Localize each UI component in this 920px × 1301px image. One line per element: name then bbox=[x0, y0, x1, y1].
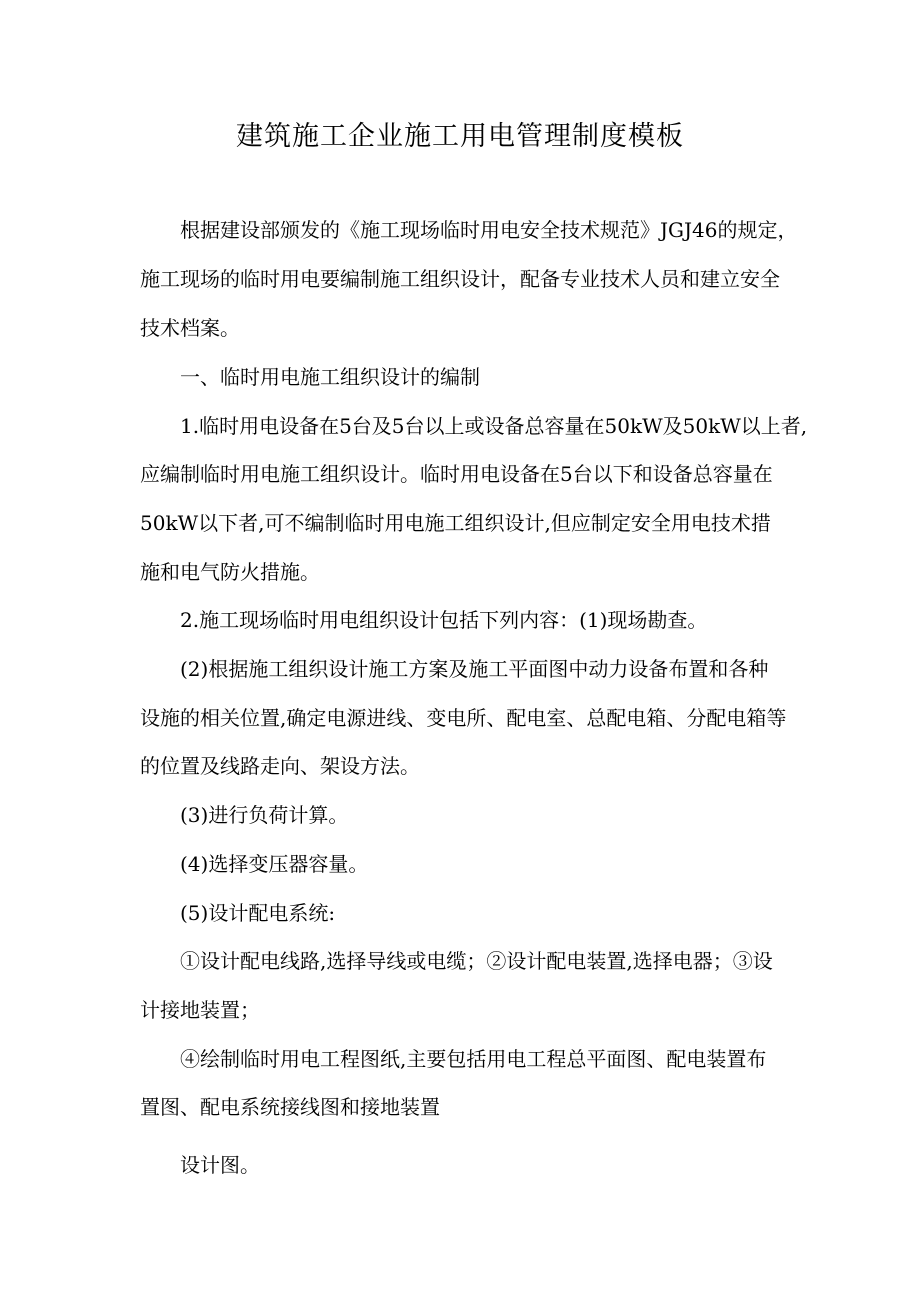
paragraph-line: 2.施工现场临时用电组织设计包括下列内容：(1)现场勘查。 bbox=[180, 608, 708, 632]
paragraph-line: (3)进行负荷计算。 bbox=[180, 803, 349, 827]
document-title: 建筑施工企业施工用电管理制度模板 bbox=[236, 121, 684, 152]
paragraph-line: 施和电气防火措施。 bbox=[140, 560, 320, 584]
paragraph-line: 计接地装置； bbox=[140, 998, 260, 1022]
paragraph-line: (5)设计配电系统: bbox=[180, 901, 336, 925]
paragraph-line: 施工现场的临时用电要编制施工组织设计，配备专业技术人员和建立安全 bbox=[140, 267, 780, 291]
paragraph-line: (4)选择变压器容量。 bbox=[180, 852, 369, 876]
section-heading: 一、临时用电施工组织设计的编制 bbox=[180, 365, 480, 389]
paragraph-line: ①设计配电线路,选择导线或电缆；②设计配电装置,选择电器；③设 bbox=[180, 949, 773, 973]
paragraph-line: 技术档案。 bbox=[140, 316, 240, 340]
paragraph-line: 根据建设部颁发的《施工现场临时用电安全技术规范》JGJ46的规定， bbox=[180, 218, 798, 242]
paragraph-line: 设计图。 bbox=[180, 1153, 260, 1177]
paragraph-line: 50kW以下者,可不编制临时用电施工组织设计,但应制定安全用电技术措 bbox=[140, 511, 771, 535]
paragraph-line: 的位置及线路走向、架设方法。 bbox=[140, 754, 420, 778]
paragraph-line: 设施的相关位置,确定电源进线、变电所、配电室、总配电箱、分配电箱等 bbox=[140, 706, 787, 730]
paragraph-line: 置图、配电系统接线图和接地装置 bbox=[140, 1095, 440, 1119]
paragraph-line: (2)根据施工组织设计施工方案及施工平面图中动力设备布置和各种 bbox=[180, 657, 769, 681]
paragraph-line: ④绘制临时用电工程图纸,主要包括用电工程总平面图、配电装置布 bbox=[180, 1047, 767, 1071]
paragraph-line: 1.临时用电设备在5台及5台以上或设备总容量在50kW及50kW以上者, bbox=[180, 414, 808, 438]
paragraph-line: 应编制临时用电施工组织设计。临时用电设备在5台以下和设备总容量在 bbox=[140, 462, 773, 486]
